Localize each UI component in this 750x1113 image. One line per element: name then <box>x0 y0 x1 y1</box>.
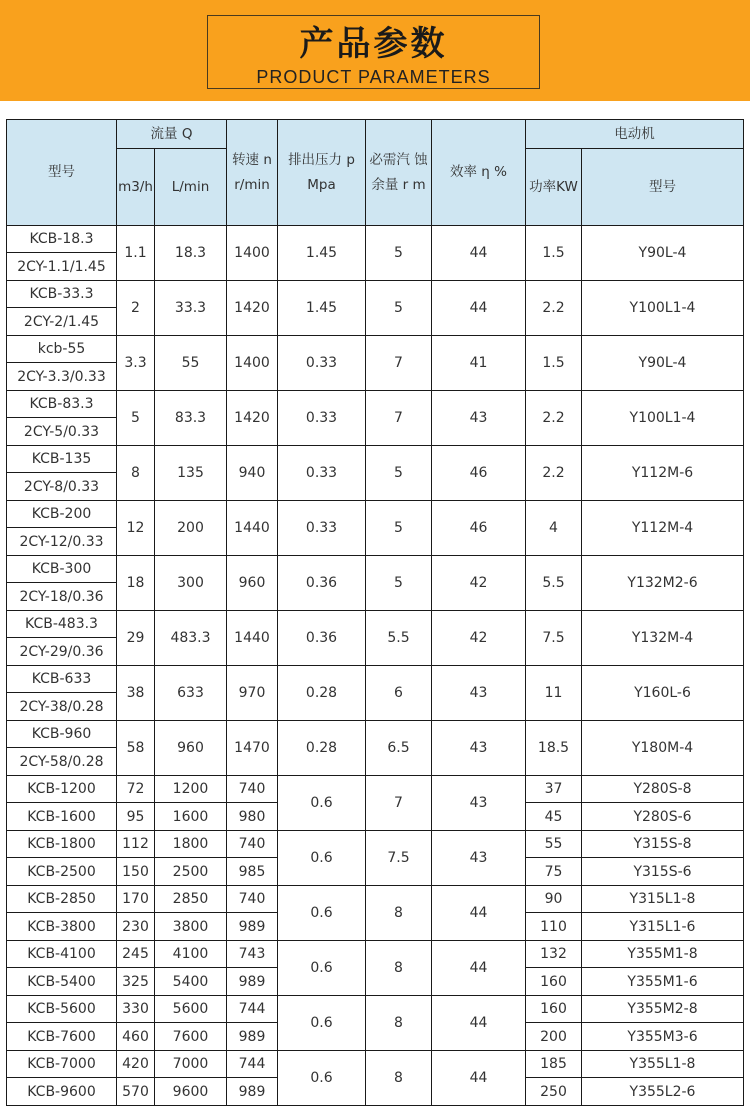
cell-pressure: 0.28 <box>278 721 366 776</box>
cell-model: KCB-2850 <box>7 886 117 913</box>
cell-flow-m3h: 2 <box>117 281 155 336</box>
header-pressure: 排出压力 p Mpa <box>278 120 366 226</box>
cell-flow-lmin: 5600 <box>155 996 227 1023</box>
table-row <box>7 721 744 748</box>
cell-flow-m3h: 12 <box>117 501 155 556</box>
cell-motor-model: Y90L-4 <box>582 336 744 391</box>
cell-flow-m3h: 325 <box>117 968 155 996</box>
header-banner <box>0 0 750 101</box>
cell-motor-model: Y132M2-6 <box>582 556 744 611</box>
cell-motor-power: 2.2 <box>526 446 582 501</box>
cell-model: KCB-5400 <box>7 968 117 996</box>
cell-flow-lmin: 300 <box>155 556 227 611</box>
cell-speed: 740 <box>227 831 278 858</box>
cell-motor-model: Y280S-8 <box>582 776 744 803</box>
cell-flow-lmin: 2500 <box>155 858 227 886</box>
cell-flow-lmin: 2850 <box>155 886 227 913</box>
cell-npsh: 5 <box>366 556 432 611</box>
cell-motor-model: Y160L-6 <box>582 666 744 721</box>
header-flow-m3h: m3/h <box>117 149 155 226</box>
header-flow: 流量 Q <box>117 120 227 149</box>
cell-motor-power: 1.5 <box>526 226 582 281</box>
cell-motor-power: 2.2 <box>526 281 582 336</box>
cell-model: KCB-135 <box>7 446 117 473</box>
table-body <box>7 120 744 1106</box>
cell-model: 2CY-18/0.36 <box>7 583 117 611</box>
cell-motor-power: 110 <box>526 913 582 941</box>
cell-efficiency: 43 <box>432 776 526 831</box>
cell-efficiency: 43 <box>432 666 526 721</box>
cell-motor-power: 37 <box>526 776 582 803</box>
cell-flow-lmin: 135 <box>155 446 227 501</box>
cell-flow-m3h: 3.3 <box>117 336 155 391</box>
page-title: 产品参数 <box>299 24 448 64</box>
cell-motor-model: Y355M3-6 <box>582 1023 744 1051</box>
cell-speed: 740 <box>227 886 278 913</box>
table-row <box>7 666 744 693</box>
page-subtitle: PRODUCT PARAMETERS <box>256 67 491 87</box>
cell-flow-m3h: 5 <box>117 391 155 446</box>
cell-model: 2CY-2/1.45 <box>7 308 117 336</box>
cell-model: KCB-7000 <box>7 1051 117 1078</box>
cell-pressure: 0.6 <box>278 831 366 886</box>
cell-motor-model: Y90L-4 <box>582 226 744 281</box>
cell-efficiency: 42 <box>432 611 526 666</box>
cell-flow-m3h: 1.1 <box>117 226 155 281</box>
cell-motor-power: 1.5 <box>526 336 582 391</box>
title-box <box>207 15 540 89</box>
cell-motor-power: 200 <box>526 1023 582 1051</box>
cell-speed: 1400 <box>227 226 278 281</box>
cell-motor-model: Y112M-4 <box>582 501 744 556</box>
table-row <box>7 941 744 968</box>
cell-motor-model: Y132M-4 <box>582 611 744 666</box>
cell-efficiency: 44 <box>432 886 526 941</box>
cell-pressure: 0.36 <box>278 611 366 666</box>
cell-motor-model: Y355M1-6 <box>582 968 744 996</box>
cell-motor-power: 18.5 <box>526 721 582 776</box>
cell-motor-model: Y100L1-4 <box>582 281 744 336</box>
cell-flow-m3h: 570 <box>117 1078 155 1106</box>
cell-model: 2CY-8/0.33 <box>7 473 117 501</box>
table-row <box>7 281 744 308</box>
cell-flow-lmin: 1800 <box>155 831 227 858</box>
table-row <box>7 501 744 528</box>
header-flow-lmin: L/min <box>155 149 227 226</box>
cell-npsh: 8 <box>366 1051 432 1106</box>
cell-model: KCB-1800 <box>7 831 117 858</box>
cell-npsh: 5 <box>366 501 432 556</box>
cell-motor-model: Y112M-6 <box>582 446 744 501</box>
cell-efficiency: 43 <box>432 831 526 886</box>
table-row <box>7 336 744 363</box>
cell-speed: 1440 <box>227 611 278 666</box>
cell-flow-m3h: 72 <box>117 776 155 803</box>
cell-npsh: 8 <box>366 886 432 941</box>
header-motor-model: 型号 <box>582 149 744 226</box>
cell-efficiency: 46 <box>432 446 526 501</box>
table-row <box>7 611 744 638</box>
header-motor-power: 功率KW <box>526 149 582 226</box>
cell-flow-m3h: 330 <box>117 996 155 1023</box>
cell-npsh: 7 <box>366 336 432 391</box>
cell-pressure: 0.6 <box>278 886 366 941</box>
cell-pressure: 1.45 <box>278 226 366 281</box>
cell-efficiency: 44 <box>432 996 526 1051</box>
cell-speed: 1470 <box>227 721 278 776</box>
cell-efficiency: 43 <box>432 721 526 776</box>
header-speed: 转速 n r/min <box>227 120 278 226</box>
cell-speed: 989 <box>227 968 278 996</box>
cell-flow-lmin: 3800 <box>155 913 227 941</box>
cell-model: kcb-55 <box>7 336 117 363</box>
table-row <box>7 1051 744 1078</box>
cell-motor-power: 160 <box>526 968 582 996</box>
cell-speed: 989 <box>227 1078 278 1106</box>
cell-model: KCB-2500 <box>7 858 117 886</box>
cell-motor-model: Y100L1-4 <box>582 391 744 446</box>
cell-flow-m3h: 38 <box>117 666 155 721</box>
cell-flow-lmin: 1200 <box>155 776 227 803</box>
header-efficiency: 效率 η % <box>432 120 526 226</box>
cell-flow-lmin: 7000 <box>155 1051 227 1078</box>
cell-flow-lmin: 7600 <box>155 1023 227 1051</box>
cell-speed: 989 <box>227 1023 278 1051</box>
cell-model: KCB-483.3 <box>7 611 117 638</box>
cell-model: KCB-18.3 <box>7 226 117 253</box>
cell-speed: 989 <box>227 913 278 941</box>
cell-model: 2CY-38/0.28 <box>7 693 117 721</box>
cell-model: KCB-4100 <box>7 941 117 968</box>
cell-motor-model: Y280S-6 <box>582 803 744 831</box>
cell-flow-m3h: 29 <box>117 611 155 666</box>
cell-speed: 1420 <box>227 281 278 336</box>
cell-flow-lmin: 18.3 <box>155 226 227 281</box>
cell-npsh: 5.5 <box>366 611 432 666</box>
table-row <box>7 776 744 803</box>
cell-flow-lmin: 633 <box>155 666 227 721</box>
cell-motor-model: Y355L1-8 <box>582 1051 744 1078</box>
cell-pressure: 0.33 <box>278 391 366 446</box>
cell-model: 2CY-29/0.36 <box>7 638 117 666</box>
cell-motor-model: Y355M1-8 <box>582 941 744 968</box>
cell-efficiency: 44 <box>432 226 526 281</box>
cell-npsh: 8 <box>366 941 432 996</box>
cell-model: KCB-33.3 <box>7 281 117 308</box>
cell-flow-m3h: 8 <box>117 446 155 501</box>
cell-flow-m3h: 112 <box>117 831 155 858</box>
cell-motor-power: 45 <box>526 803 582 831</box>
cell-speed: 744 <box>227 1051 278 1078</box>
cell-flow-m3h: 170 <box>117 886 155 913</box>
cell-motor-model: Y180M-4 <box>582 721 744 776</box>
cell-npsh: 5 <box>366 446 432 501</box>
table-row <box>7 556 744 583</box>
cell-flow-lmin: 1600 <box>155 803 227 831</box>
cell-model: 2CY-1.1/1.45 <box>7 253 117 281</box>
cell-motor-model: Y315L1-6 <box>582 913 744 941</box>
cell-efficiency: 46 <box>432 501 526 556</box>
cell-efficiency: 44 <box>432 1051 526 1106</box>
cell-speed: 744 <box>227 996 278 1023</box>
cell-npsh: 5 <box>366 226 432 281</box>
cell-efficiency: 41 <box>432 336 526 391</box>
cell-pressure: 0.28 <box>278 666 366 721</box>
cell-flow-m3h: 230 <box>117 913 155 941</box>
cell-efficiency: 42 <box>432 556 526 611</box>
cell-flow-lmin: 483.3 <box>155 611 227 666</box>
cell-pressure: 0.6 <box>278 776 366 831</box>
cell-model: KCB-5600 <box>7 996 117 1023</box>
cell-model: KCB-1200 <box>7 776 117 803</box>
cell-pressure: 1.45 <box>278 281 366 336</box>
cell-pressure: 0.33 <box>278 336 366 391</box>
cell-model: KCB-960 <box>7 721 117 748</box>
cell-model: KCB-200 <box>7 501 117 528</box>
cell-motor-model: Y355L2-6 <box>582 1078 744 1106</box>
table-row <box>7 226 744 253</box>
cell-motor-power: 75 <box>526 858 582 886</box>
cell-model: KCB-300 <box>7 556 117 583</box>
cell-npsh: 8 <box>366 996 432 1051</box>
cell-motor-power: 90 <box>526 886 582 913</box>
header-motor: 电动机 <box>526 120 744 149</box>
cell-flow-lmin: 55 <box>155 336 227 391</box>
table-row <box>7 886 744 913</box>
cell-flow-lmin: 960 <box>155 721 227 776</box>
cell-speed: 740 <box>227 776 278 803</box>
cell-model: KCB-1600 <box>7 803 117 831</box>
cell-flow-m3h: 420 <box>117 1051 155 1078</box>
cell-npsh: 7 <box>366 391 432 446</box>
cell-speed: 980 <box>227 803 278 831</box>
cell-efficiency: 44 <box>432 941 526 996</box>
cell-flow-m3h: 18 <box>117 556 155 611</box>
cell-pressure: 0.6 <box>278 1051 366 1106</box>
cell-pressure: 0.6 <box>278 941 366 996</box>
cell-model: 2CY-5/0.33 <box>7 418 117 446</box>
cell-pressure: 0.33 <box>278 501 366 556</box>
cell-motor-model: Y355M2-8 <box>582 996 744 1023</box>
cell-pressure: 0.6 <box>278 996 366 1051</box>
cell-motor-model: Y315L1-8 <box>582 886 744 913</box>
cell-motor-power: 185 <box>526 1051 582 1078</box>
cell-motor-power: 250 <box>526 1078 582 1106</box>
header-model: 型号 <box>7 120 117 226</box>
cell-speed: 1420 <box>227 391 278 446</box>
cell-model: KCB-9600 <box>7 1078 117 1106</box>
cell-motor-model: Y315S-8 <box>582 831 744 858</box>
cell-motor-power: 11 <box>526 666 582 721</box>
cell-speed: 1400 <box>227 336 278 391</box>
cell-flow-lmin: 4100 <box>155 941 227 968</box>
header-npsh: 必需汽 蚀余量 r m <box>366 120 432 226</box>
cell-npsh: 5 <box>366 281 432 336</box>
cell-speed: 743 <box>227 941 278 968</box>
cell-flow-lmin: 33.3 <box>155 281 227 336</box>
cell-model: 2CY-58/0.28 <box>7 748 117 776</box>
cell-model: KCB-83.3 <box>7 391 117 418</box>
cell-npsh: 6 <box>366 666 432 721</box>
cell-flow-m3h: 58 <box>117 721 155 776</box>
table-row <box>7 446 744 473</box>
cell-flow-lmin: 9600 <box>155 1078 227 1106</box>
cell-model: 2CY-12/0.33 <box>7 528 117 556</box>
cell-speed: 960 <box>227 556 278 611</box>
cell-motor-power: 4 <box>526 501 582 556</box>
product-parameters-table <box>6 119 744 1106</box>
cell-motor-power: 160 <box>526 996 582 1023</box>
cell-model: KCB-7600 <box>7 1023 117 1051</box>
cell-model: KCB-3800 <box>7 913 117 941</box>
cell-efficiency: 44 <box>432 281 526 336</box>
cell-flow-m3h: 150 <box>117 858 155 886</box>
cell-motor-power: 5.5 <box>526 556 582 611</box>
cell-speed: 985 <box>227 858 278 886</box>
cell-motor-model: Y315S-6 <box>582 858 744 886</box>
cell-flow-lmin: 5400 <box>155 968 227 996</box>
cell-motor-power: 7.5 <box>526 611 582 666</box>
cell-speed: 1440 <box>227 501 278 556</box>
table-row <box>7 831 744 858</box>
cell-npsh: 7.5 <box>366 831 432 886</box>
cell-pressure: 0.33 <box>278 446 366 501</box>
cell-npsh: 6.5 <box>366 721 432 776</box>
cell-motor-power: 55 <box>526 831 582 858</box>
cell-flow-m3h: 245 <box>117 941 155 968</box>
cell-model: KCB-633 <box>7 666 117 693</box>
cell-efficiency: 43 <box>432 391 526 446</box>
cell-motor-power: 2.2 <box>526 391 582 446</box>
cell-flow-lmin: 200 <box>155 501 227 556</box>
cell-speed: 970 <box>227 666 278 721</box>
cell-flow-m3h: 95 <box>117 803 155 831</box>
table-row <box>7 391 744 418</box>
table-row <box>7 996 744 1023</box>
cell-npsh: 7 <box>366 776 432 831</box>
cell-speed: 940 <box>227 446 278 501</box>
cell-motor-power: 132 <box>526 941 582 968</box>
cell-pressure: 0.36 <box>278 556 366 611</box>
cell-model: 2CY-3.3/0.33 <box>7 363 117 391</box>
cell-flow-lmin: 83.3 <box>155 391 227 446</box>
cell-flow-m3h: 460 <box>117 1023 155 1051</box>
